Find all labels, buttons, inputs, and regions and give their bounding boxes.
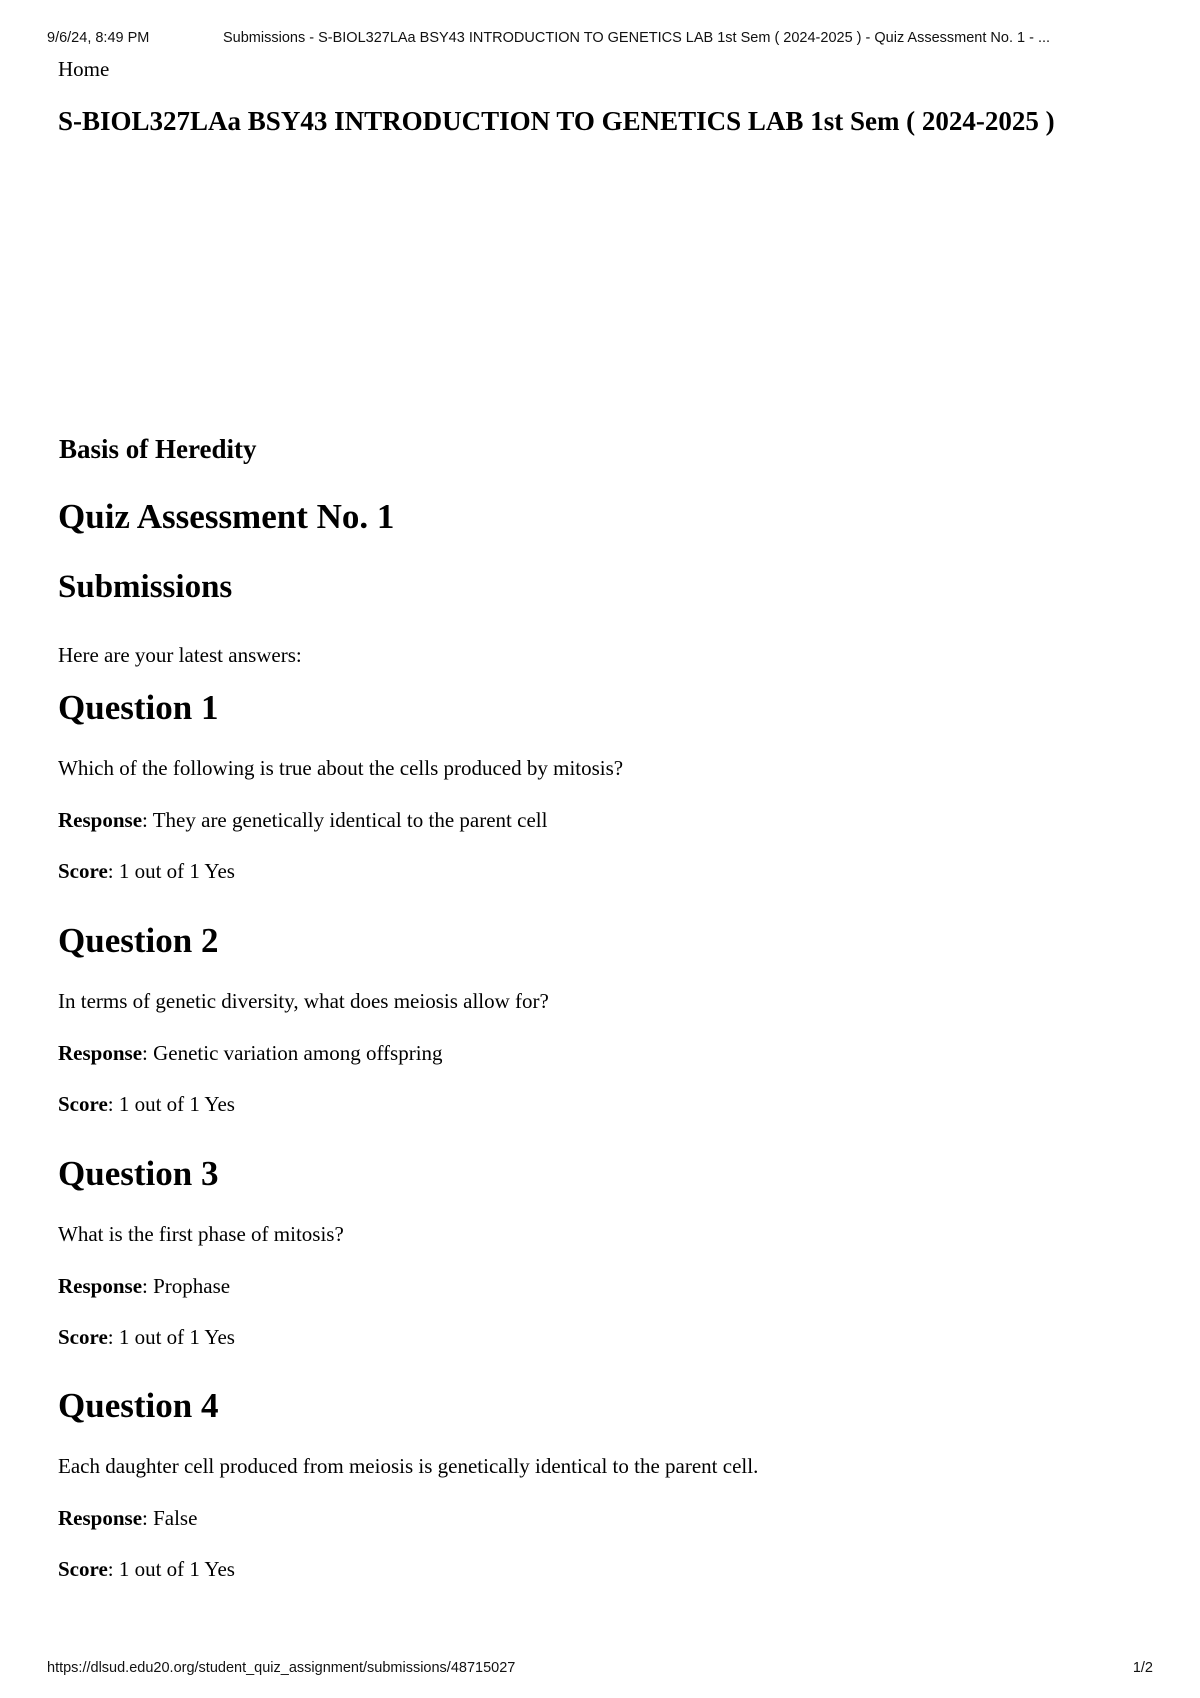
score-line [58,1092,235,1117]
response-line [58,1274,230,1299]
home-link[interactable]: Home [58,57,110,81]
print-date: 9/6/24, 8:49 PM [47,30,150,46]
question-text: Which of the following is true about the cells produced by mitosis? [58,756,624,780]
page-url: https://dlsud.edu20.org/student_quiz_assignment/submissions/48715027 [47,1660,516,1676]
response-line [58,1041,443,1066]
score-value: : 1 out of 1 Yes [107,1092,235,1116]
question-block [58,921,1118,1116]
response-label: Response [58,1041,143,1065]
question-heading: Question 1 [58,688,219,727]
course-title: S-BIOL327LAa BSY43 INTRODUCTION TO GENETICS LAB 1st Sem ( 2024-2025 ) [58,106,1055,136]
score-value: : 1 out of 1 Yes [107,1557,235,1581]
response-label: Response [58,1506,143,1530]
question-heading: Question 2 [58,921,219,960]
submissions-heading: Submissions [58,569,233,605]
response-label: Response [58,808,143,832]
response-value: : False [142,1506,198,1530]
question-block [58,1154,1118,1349]
question-block [58,688,1118,883]
response-line [58,1506,197,1531]
question-text: What is the first phase of mitosis? [58,1222,344,1246]
question-block [58,1386,1118,1581]
section-name: Basis of Heredity [59,434,257,464]
score-label: Score [58,1092,108,1116]
response-value: : Genetic variation among offspring [142,1041,443,1065]
question-text: Each daughter cell produced from meiosis is genetically identical to the parent cell. [58,1454,759,1478]
score-label: Score [58,1325,108,1349]
score-line [58,1325,235,1350]
question-text: In terms of genetic diversity, what does meiosis allow for? [58,989,549,1013]
score-value: : 1 out of 1 Yes [107,1325,235,1349]
score-line [58,859,235,884]
score-label: Score [58,1557,108,1581]
score-label: Score [58,859,108,883]
quiz-title: Quiz Assessment No. 1 [58,497,395,536]
print-header [47,30,1153,52]
question-heading: Question 3 [58,1154,219,1193]
response-value: : Prophase [142,1274,231,1298]
response-line [58,808,547,833]
print-page-title: Submissions - S-BIOL327LAa BSY43 INTRODUCTION TO GENETICS LAB 1st Sem ( 2024-2025 ) - Quiz Assessment No. 1 - ... [223,30,1051,46]
score-value: : 1 out of 1 Yes [107,859,235,883]
intro-text: Here are your latest answers: [58,643,302,667]
score-line [58,1557,235,1582]
page-number: 1/2 [1132,1660,1153,1676]
response-label: Response [58,1274,143,1298]
response-value: : They are genetically identical to the parent cell [142,808,548,832]
print-footer [47,1660,1153,1682]
question-heading: Question 4 [58,1386,219,1425]
